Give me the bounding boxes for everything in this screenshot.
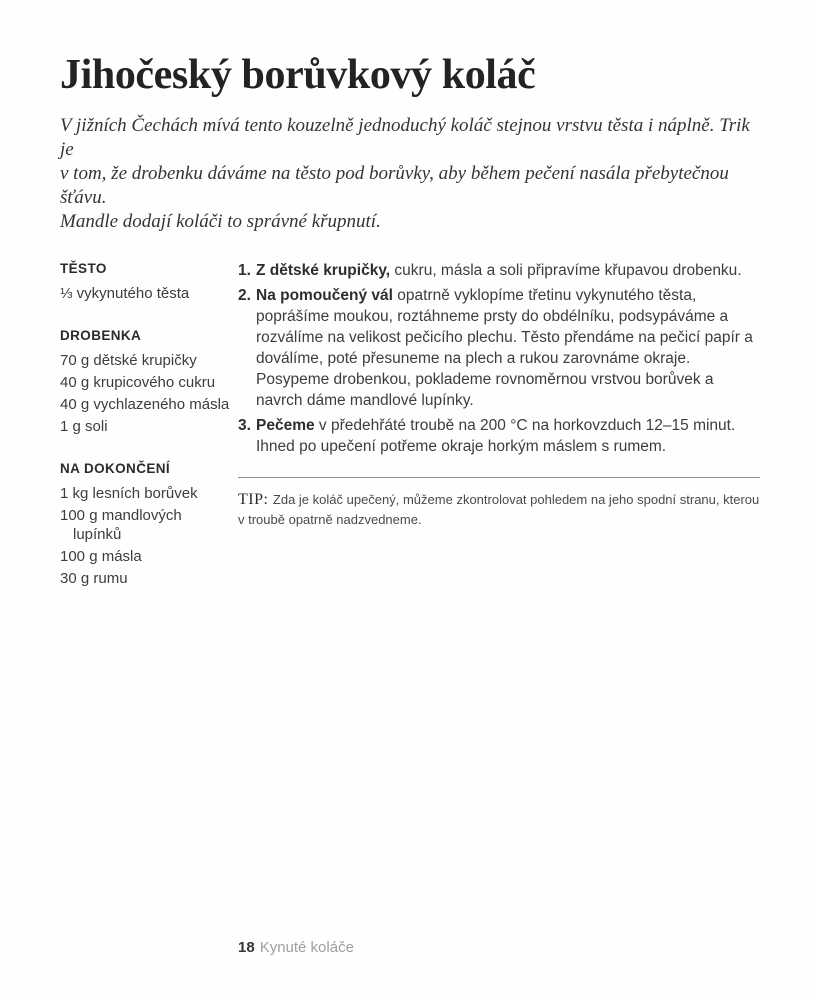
chapter-name: Kynuté koláče (259, 939, 354, 956)
intro-line: V jižních Čechách mívá tento kouzelně jednoduchý koláč stejnou vrstvu těsta i náplně. Trik je (60, 115, 750, 160)
ingredient-item: 40 g krupicového cukru (60, 374, 216, 391)
section-heading: NA DOKONČENÍ (60, 461, 171, 476)
ingredients-column (60, 260, 238, 591)
ingredients-section-testo (60, 260, 230, 303)
tip-label: TIP: (238, 491, 269, 508)
method-step-1 (238, 260, 760, 281)
page-title: Jihočeský borůvkový koláč (60, 52, 536, 98)
page-number: 18 (238, 939, 255, 956)
tip-block (238, 490, 760, 530)
ingredient-item: 1 kg lesních borůvek (60, 485, 198, 502)
ingredient-item: 100 g másla (60, 548, 142, 565)
ingredients-section-na-dokonceni (60, 460, 230, 588)
method-column (238, 260, 760, 591)
recipe-intro (60, 114, 760, 234)
ingredient-item: 70 g dětské krupičky (60, 352, 197, 369)
page-footer (238, 938, 354, 957)
step-body: opatrně vyklopíme třetinu vykynutého těsta, poprášíme moukou, roztáhneme prsty do obdélníku, podsypáváme a rozválíme na velikost pečicího plechu. Těsto přendáme na pečicí papír a doválíme, poté přesuneme na plech a rukou zarovnáme okraje. Posypeme drobenkou, poklademe rovnoměrnou vrstvou borůvek a navrch dáme mandlové lupínky. (256, 287, 753, 409)
tip-text: Zda je koláč upečený, můžeme zkontrolovat pohledem na jeho spodní stranu, kterou v troubě opatrně nadzvedneme. (238, 492, 760, 527)
ingredient-item: 30 g rumu (60, 570, 128, 587)
step-body: cukru, másla a soli připravíme křupavou drobenku. (394, 262, 742, 279)
ingredient-item-continuation: lupínků (73, 526, 122, 543)
step-lead: Z dětské krupičky, (256, 262, 391, 279)
ingredient-item: 100 g mandlových (60, 507, 182, 524)
ingredient-item: ⅓ vykynutého těsta (60, 285, 190, 302)
step-body: v předehřáté troubě na 200 °C na horkovzduch 12–15 minut. Ihned po upečení potřeme okraje horkým máslem s rumem. (256, 417, 736, 455)
section-heading: DROBENKA (60, 328, 142, 343)
step-lead: Pečeme (256, 417, 315, 434)
tip-divider (238, 477, 760, 478)
step-number: 3. (238, 417, 251, 434)
step-number: 1. (238, 262, 251, 279)
step-text (256, 260, 760, 281)
recipe-columns (60, 260, 760, 591)
intro-line: v tom, že drobenku dáváme na těsto pod borůvky, aby během pečení nasála přebytečnou šťávu. (60, 163, 729, 208)
ingredient-item: 40 g vychlazeného másla (60, 396, 230, 413)
section-heading: TĚSTO (60, 261, 107, 276)
ingredient-item: 1 g soli (60, 418, 108, 435)
step-number: 2. (238, 287, 251, 304)
step-text (256, 285, 760, 411)
ingredients-section-drobenka (60, 327, 230, 436)
step-text (256, 415, 760, 457)
method-step-3 (238, 415, 760, 457)
step-lead: Na pomoučený vál (256, 287, 393, 304)
method-step-2 (238, 285, 760, 411)
intro-line: Mandle dodají koláči to správné křupnutí. (60, 211, 381, 232)
